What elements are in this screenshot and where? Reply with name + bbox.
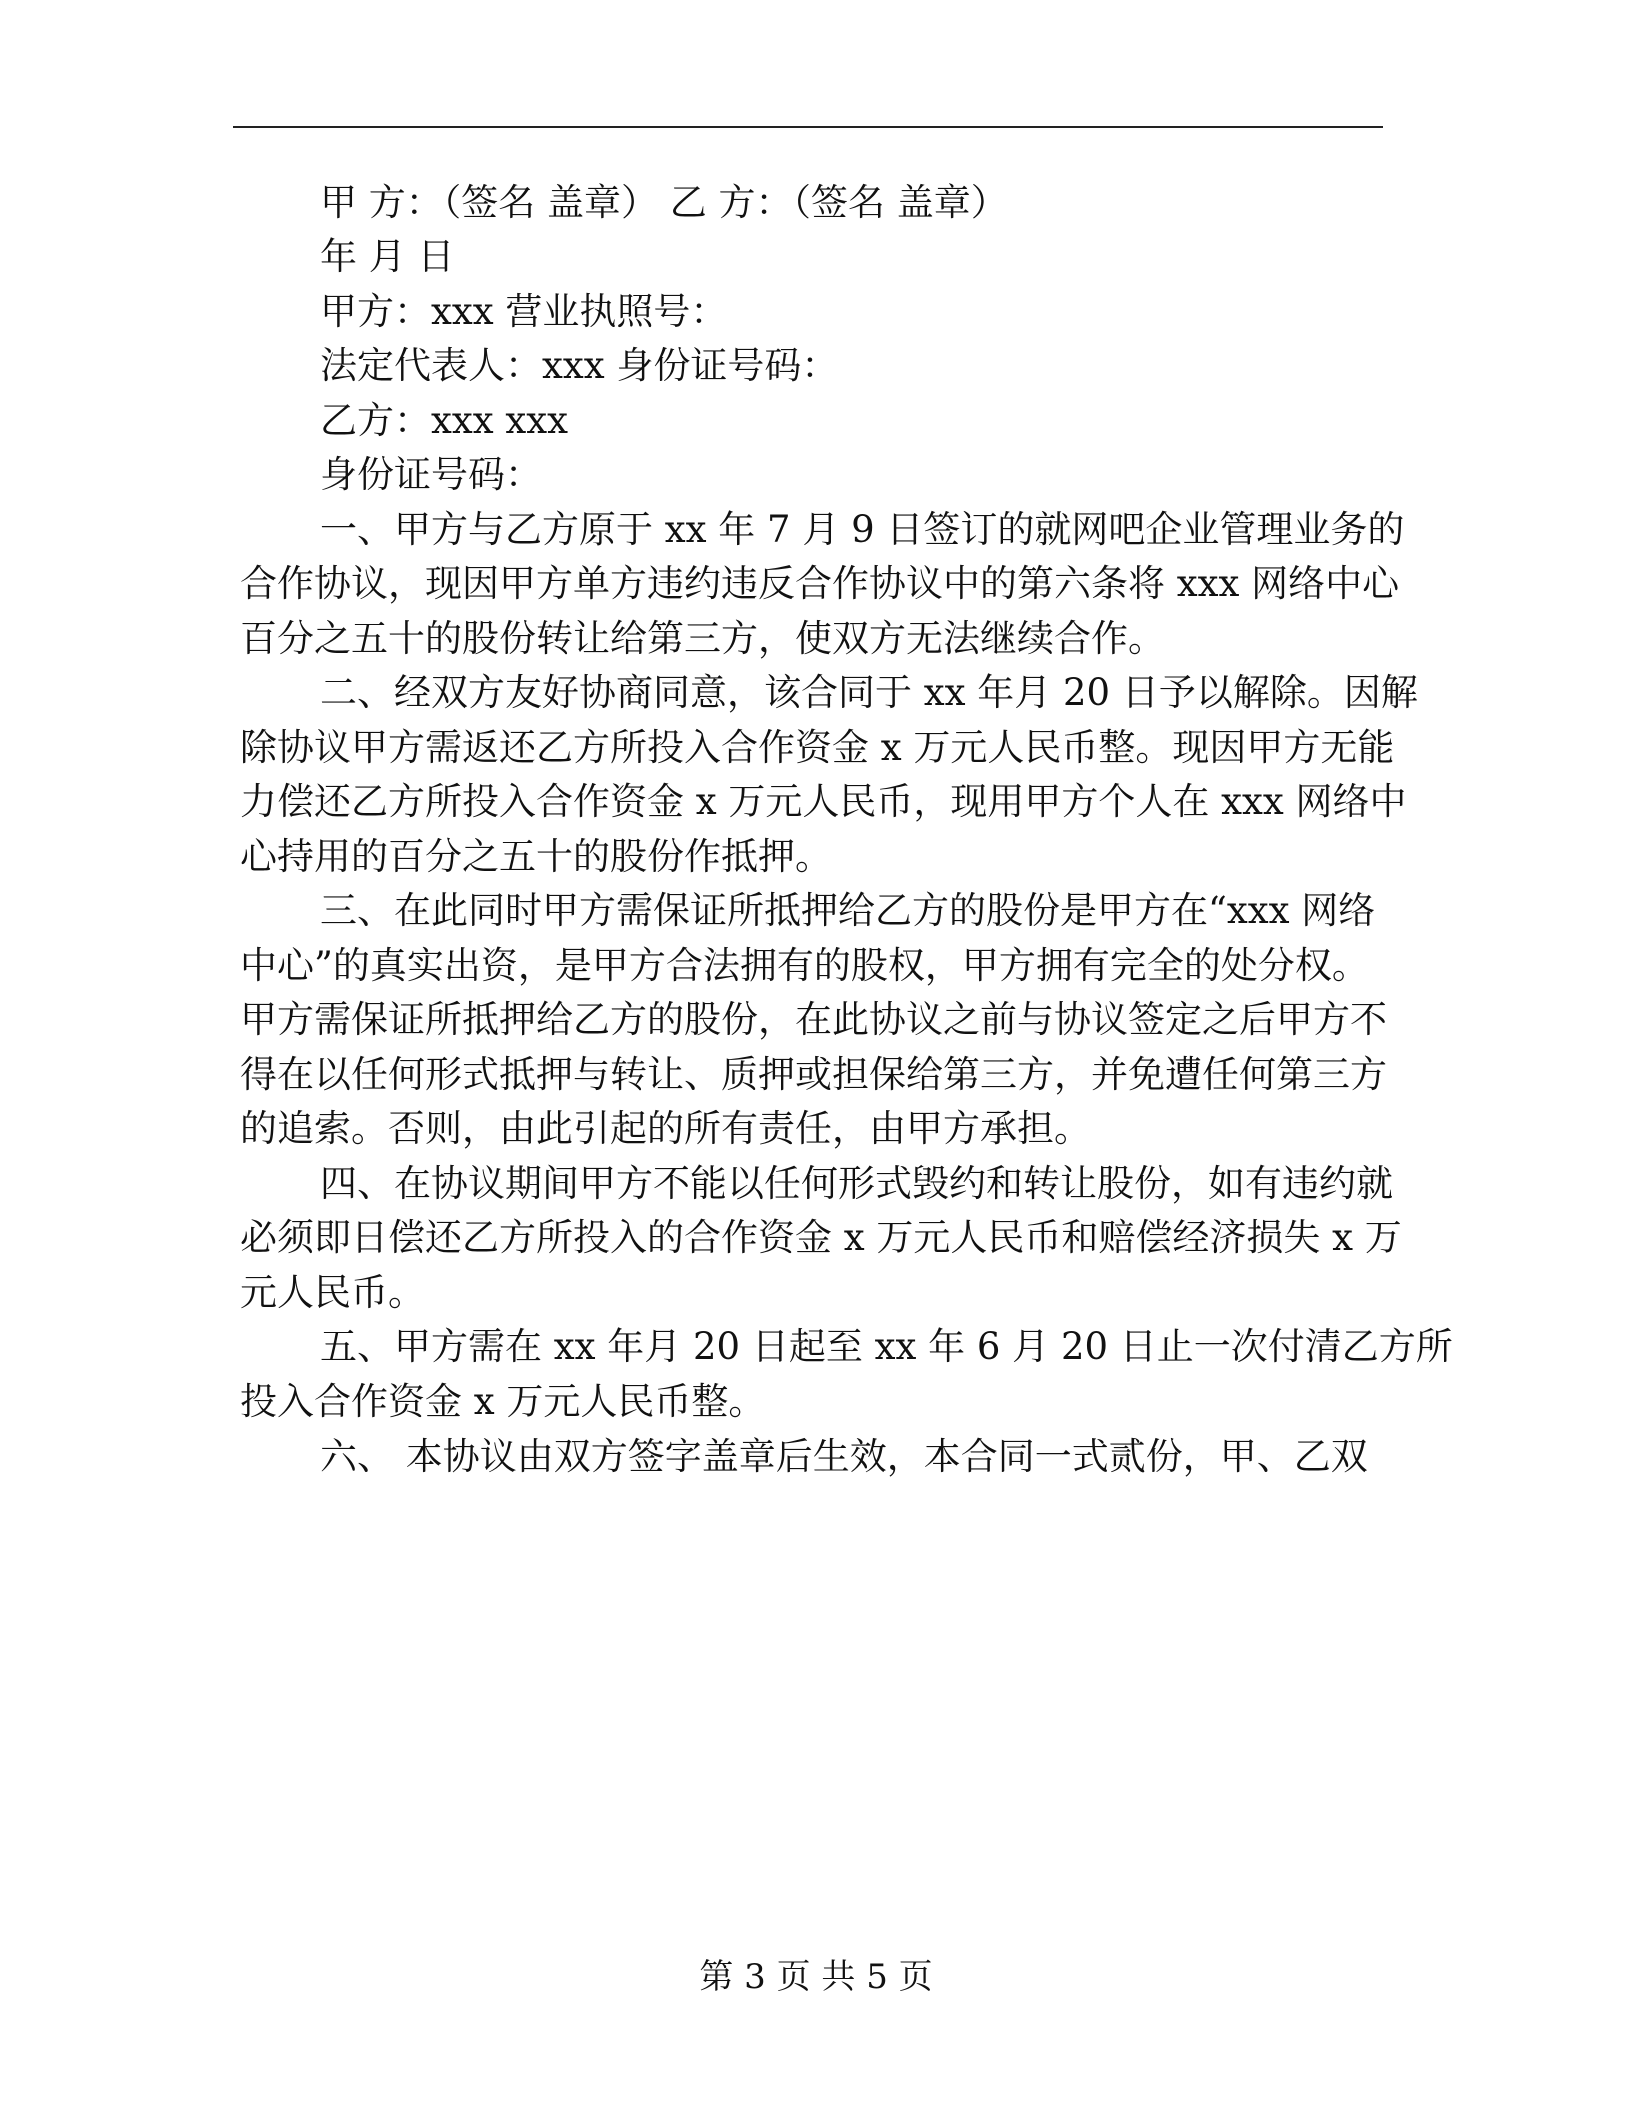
text-line: 法定代表人：xxx 身份证号码： xyxy=(320,344,839,387)
text-line: 心持用的百分之五十的股份作抵押。 xyxy=(240,835,832,878)
text-line: 必须即日偿还乙方所投入的合作资金 x 万元人民币和赔偿经济损失 x 万 xyxy=(240,1216,1402,1259)
text-line: 二、经双方友好协商同意，该合同于 xx 年月 20 日予以解除。因解 xyxy=(320,671,1418,714)
text-line: 三、在此同时甲方需保证所抵押给乙方的股份是甲方在“xxx 网络 xyxy=(320,889,1376,932)
text-line: 百分之五十的股份转让给第三方，使双方无法继续合作。 xyxy=(240,617,1165,660)
text-line: 六、 本协议由双方签字盖章后生效，本合同一式贰份，甲、乙双 xyxy=(320,1435,1368,1478)
text-line: 乙方：xxx xxx xyxy=(320,399,568,442)
text-line: 甲方需保证所抵押给乙方的股份，在此协议之前与协议签定之后甲方不 xyxy=(240,998,1387,1041)
text-line: 四、在协议期间甲方不能以任何形式毁约和转让股份，如有违约就 xyxy=(320,1162,1393,1205)
text-line: 的追索。否则，由此引起的所有责任，由甲方承担。 xyxy=(240,1107,1091,1150)
page-number: 第 3 页 共 5 页 xyxy=(699,1957,933,1997)
text-line: 五、甲方需在 xx 年月 20 日起至 xx 年 6 月 20 日止一次付清乙方所 xyxy=(320,1325,1453,1368)
text-line: 一、甲方与乙方原于 xx 年 7 月 9 日签订的就网吧企业管理业务的 xyxy=(320,508,1405,551)
header-rule xyxy=(233,126,1383,128)
text-line: 年 月 日 xyxy=(320,235,455,278)
text-line: 投入合作资金 x 万元人民币整。 xyxy=(240,1380,766,1423)
text-line: 力偿还乙方所投入合作资金 x 万元人民币，现用甲方个人在 xxx 网络中 xyxy=(240,780,1407,823)
text-line: 得在以任何形式抵押与转让、质押或担保给第三方，并免遭任何第三方 xyxy=(240,1053,1387,1096)
text-line: 中心”的真实出资，是甲方合法拥有的股权，甲方拥有完全的处分权。 xyxy=(240,944,1369,987)
text-line: 甲 方：（签名 盖章） 乙 方：（签名 盖章） xyxy=(320,181,1008,224)
text-line: 元人民币。 xyxy=(240,1271,425,1314)
text-line: 除协议甲方需返还乙方所投入合作资金 x 万元人民币整。现因甲方无能 xyxy=(240,726,1395,769)
text-line: 身份证号码： xyxy=(320,453,542,496)
text-line: 合作协议，现因甲方单方违约违反合作协议中的第六条将 xxx 网络中心 xyxy=(240,562,1400,605)
text-line: 甲方：xxx 营业执照号： xyxy=(320,290,728,333)
